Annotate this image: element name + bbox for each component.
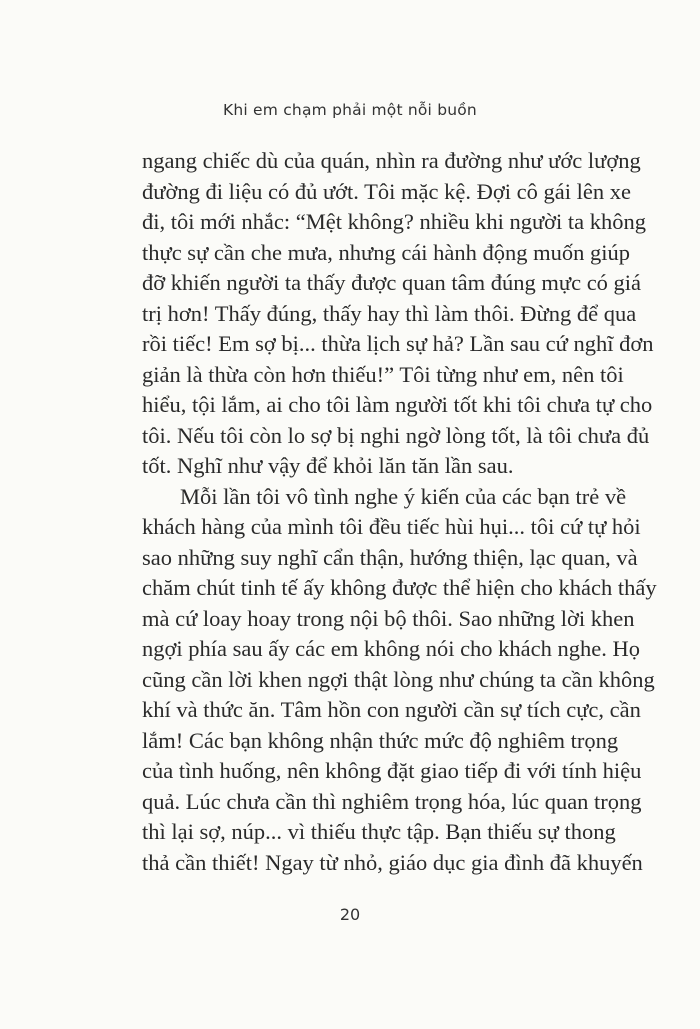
text-line: giản là thừa còn hơn thiếu!” Tôi từng như em, nên tôi: [142, 361, 624, 387]
text-line: quả. Lúc chưa cần thì nghiêm trọng hóa, lúc quan trọng: [142, 788, 642, 814]
text-line: rồi tiếc! Em sợ bị... thừa lịch sự hả? Lần sau cứ nghĩ đơn: [142, 331, 654, 356]
text-line: khách hàng của mình tôi đều tiếc hùi hụi... tôi cứ tự hỏi: [142, 514, 641, 539]
text-line: Mỗi lần tôi vô tình nghe ý kiến của các bạn trẻ về: [180, 483, 627, 509]
text-line: đi, tôi mới nhắc: “Mệt không? nhiều khi người ta không: [142, 209, 647, 234]
text-line: lắm! Các bạn không nhận thức mức độ nghiêm trọng: [142, 727, 619, 753]
text-line: ngợi phía sau ấy các em không nói cho khách nghe. Họ: [142, 636, 641, 661]
text-line: thì lại sợ, núp... vì thiếu thực tập. Bạn thiếu sự thong: [142, 819, 616, 844]
text-line: hiểu, tội lắm, ai cho tôi làm người tốt khi tôi chưa tự cho: [142, 392, 653, 417]
text-line: ngang chiếc dù của quán, nhìn ra đường như ước lượng: [142, 148, 641, 173]
text-line: sao những suy nghĩ cẩn thận, hướng thiện, lạc quan, và: [142, 544, 638, 570]
paragraph-2: [142, 482, 657, 879]
text-line: thực sự cần che mưa, nhưng cái hành động muốn giúp: [142, 239, 631, 265]
text-line: thả cần thiết! Ngay từ nhỏ, giáo dục gia đình đã khuyến: [142, 849, 643, 875]
text-line: mà cứ loay hoay trong nội bộ thôi. Sao những lời khen: [142, 605, 635, 631]
text-line: chăm chút tinh tế ấy không được thể hiện cho khách thấy: [142, 575, 657, 600]
running-header: Khi em chạm phải một nỗi buồn: [223, 101, 477, 119]
text-line: tôi. Nếu tôi còn lo sợ bị nghi ngờ lòng tốt, là tôi chưa đủ: [142, 422, 650, 448]
text-line: trị hơn! Thấy đúng, thấy hay thì làm thôi. Đừng để qua: [142, 300, 637, 326]
body-text: [142, 146, 657, 878]
text-line: tốt. Nghĩ như vậy để khỏi lăn tăn lần sau.: [142, 453, 514, 478]
text-line: đường đi liệu có đủ ướt. Tôi mặc kệ. Đợi cô gái lên xe: [142, 178, 631, 204]
text-line: của tình huống, nên không đặt giao tiếp đi với tính hiệu: [142, 758, 642, 783]
text-line: đỡ khiến người ta thấy được quan tâm đúng mực có giá: [142, 270, 642, 295]
text-line: cũng cần lời khen ngợi thật lòng như chúng ta cần không: [142, 666, 655, 692]
page-number: 20: [339, 905, 361, 924]
text-line: khí và thức ăn. Tâm hồn con người cần sự tích cực, cần: [142, 697, 641, 722]
paragraph-1: [142, 146, 654, 482]
